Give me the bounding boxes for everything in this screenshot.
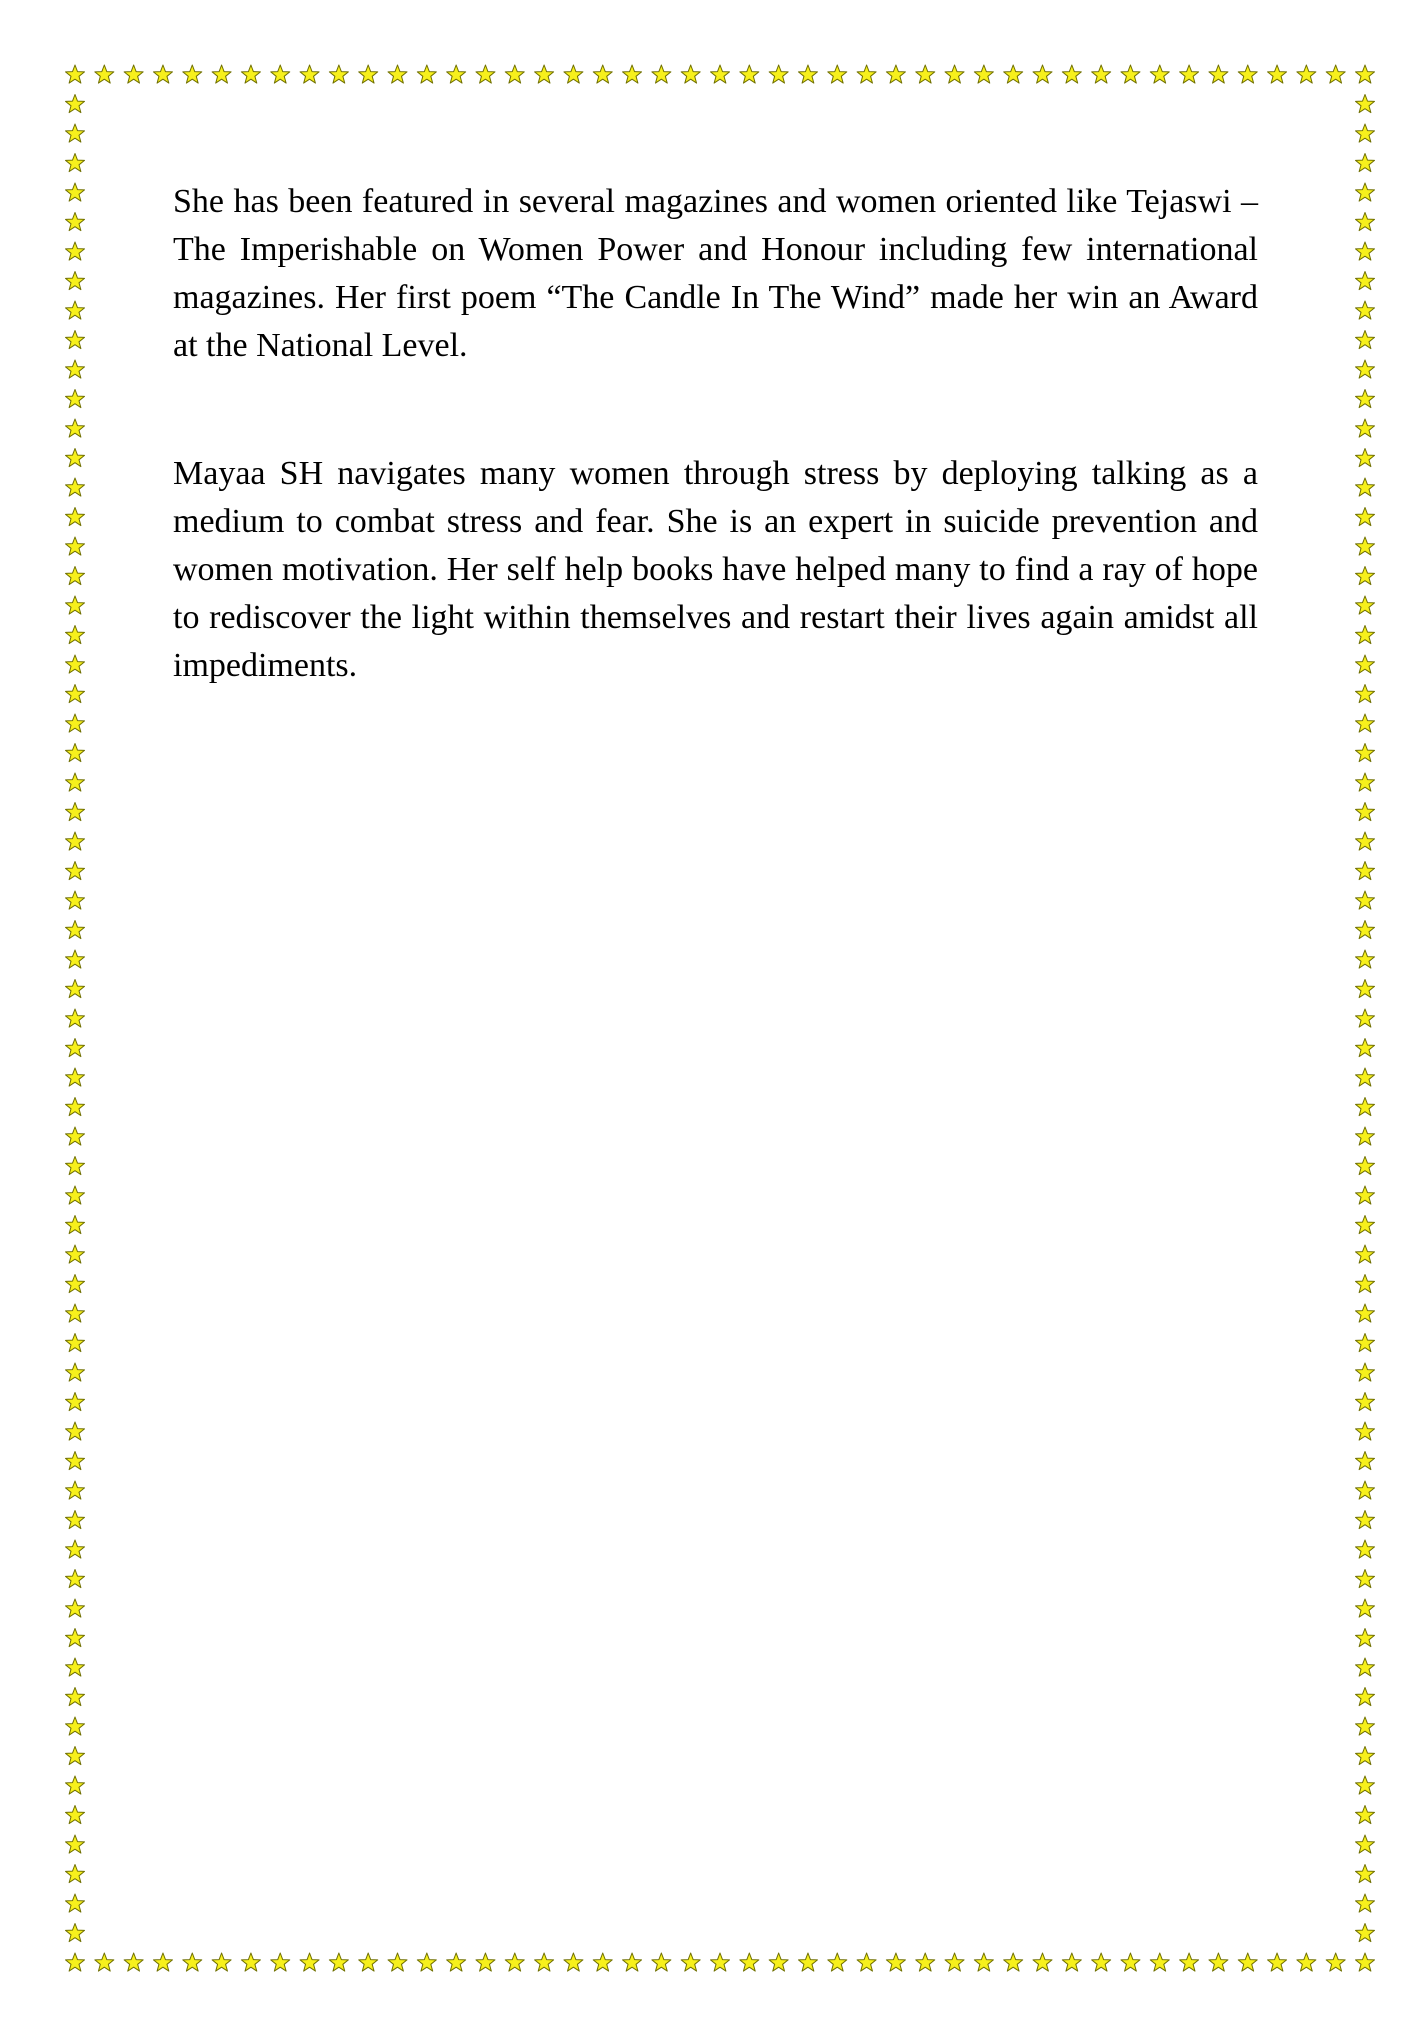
star-icon	[710, 65, 729, 83]
star-icon	[65, 1009, 84, 1027]
star-icon	[65, 1304, 84, 1322]
star-icon	[417, 1953, 436, 1971]
star-icon	[300, 1953, 319, 1971]
star-icon	[65, 1688, 84, 1706]
star-icon	[1297, 1953, 1316, 1971]
star-icon	[153, 1953, 172, 1971]
star-icon	[65, 1924, 84, 1942]
star-icon	[1355, 685, 1374, 703]
star-icon	[447, 65, 466, 83]
star-icon	[65, 508, 84, 526]
star-icon	[1355, 567, 1374, 585]
star-icon	[329, 1953, 348, 1971]
star-icon	[1355, 1894, 1374, 1912]
star-icon	[1268, 65, 1287, 83]
star-icon	[1297, 65, 1316, 83]
star-icon	[1355, 1924, 1374, 1942]
star-icon	[65, 1894, 84, 1912]
star-icon	[1355, 95, 1374, 113]
star-icon	[1355, 1186, 1374, 1204]
star-icon	[241, 1953, 260, 1971]
star-icon	[1355, 1039, 1374, 1057]
star-icon	[388, 1953, 407, 1971]
star-icon	[183, 1953, 202, 1971]
star-icon	[95, 65, 114, 83]
star-icon	[1180, 65, 1199, 83]
star-icon	[1004, 65, 1023, 83]
star-icon	[564, 65, 583, 83]
star-icon	[1238, 1953, 1257, 1971]
star-icon	[1355, 1216, 1374, 1234]
star-icon	[65, 1806, 84, 1824]
star-icon	[65, 714, 84, 732]
star-icon	[65, 154, 84, 172]
star-icon	[300, 65, 319, 83]
star-icon	[1355, 596, 1374, 614]
star-icon	[1004, 1953, 1023, 1971]
star-icon	[65, 242, 84, 260]
star-icon	[1326, 65, 1345, 83]
star-icon	[1355, 1334, 1374, 1352]
star-icon	[65, 1776, 84, 1794]
star-icon	[1355, 419, 1374, 437]
star-icon	[1355, 655, 1374, 673]
star-icon	[1355, 1157, 1374, 1175]
star-icon	[1355, 1068, 1374, 1086]
star-icon	[65, 65, 84, 83]
star-icon	[1268, 1953, 1287, 1971]
paragraph-featured: She has been featured in several magazines and women oriented like Tejaswi – The Imperishable on Women Power and Honour including few international magazines. Her first poem “The Candle In The Wind” made her win an Award at the National Level.	[173, 183, 1258, 364]
star-icon	[1355, 773, 1374, 791]
star-icon	[1180, 1953, 1199, 1971]
star-icon	[65, 921, 84, 939]
star-icon	[65, 1629, 84, 1647]
star-icon	[65, 213, 84, 231]
star-icon	[857, 65, 876, 83]
star-icon	[65, 1747, 84, 1765]
star-icon	[623, 65, 642, 83]
star-icon	[1355, 213, 1374, 231]
star-icon	[65, 1068, 84, 1086]
star-icon	[65, 1098, 84, 1116]
star-icon	[1326, 1953, 1345, 1971]
star-icon	[974, 1953, 993, 1971]
star-icon	[1355, 626, 1374, 644]
star-icon	[124, 1953, 143, 1971]
star-icon	[65, 1717, 84, 1735]
star-icon	[886, 1953, 905, 1971]
star-icon	[1355, 1452, 1374, 1470]
star-icon	[476, 65, 495, 83]
star-icon	[1355, 1776, 1374, 1794]
star-icon	[65, 1865, 84, 1883]
star-icon	[329, 65, 348, 83]
star-icon	[1121, 65, 1140, 83]
star-icon	[1121, 1953, 1140, 1971]
paragraph-navigates: Mayaa SH navigates many women through stress by deploying talking as a medium to combat stress and fear. She is an expert in suicide prevention and women motivation. Her self help books have helped many to find a ray of hope to rediscover the light within themselves and restart their lives again amidst all impediments.	[173, 455, 1258, 684]
star-icon	[1033, 1953, 1052, 1971]
star-icon	[65, 1835, 84, 1853]
star-icon	[65, 1540, 84, 1558]
star-icon	[1355, 950, 1374, 968]
star-icon	[1355, 714, 1374, 732]
star-icon	[271, 1953, 290, 1971]
star-icon	[65, 596, 84, 614]
star-icon	[916, 1953, 935, 1971]
star-icon	[65, 1245, 84, 1263]
star-icon	[1355, 1953, 1374, 1971]
star-icon	[1355, 744, 1374, 762]
star-icon	[212, 65, 231, 83]
star-icon	[564, 1953, 583, 1971]
star-icon	[1355, 1393, 1374, 1411]
star-icon	[1355, 1835, 1374, 1853]
star-icon	[65, 390, 84, 408]
star-icon	[740, 65, 759, 83]
star-icon	[65, 980, 84, 998]
star-icon	[945, 1953, 964, 1971]
star-icon	[271, 65, 290, 83]
star-icon	[65, 567, 84, 585]
star-icon	[1355, 272, 1374, 290]
star-icon	[241, 65, 260, 83]
star-icon	[65, 1481, 84, 1499]
star-icon	[65, 331, 84, 349]
star-icon	[1355, 832, 1374, 850]
star-icon	[593, 65, 612, 83]
star-icon	[1092, 1953, 1111, 1971]
star-icon	[65, 1953, 84, 1971]
star-icon	[1355, 1747, 1374, 1765]
star-icon	[1355, 803, 1374, 821]
star-icon	[828, 1953, 847, 1971]
star-icon	[65, 832, 84, 850]
star-icon	[65, 950, 84, 968]
star-icon	[1355, 1658, 1374, 1676]
star-icon	[623, 1953, 642, 1971]
star-icon	[593, 1953, 612, 1971]
star-icon	[1355, 980, 1374, 998]
star-icon	[1355, 1688, 1374, 1706]
star-icon	[769, 65, 788, 83]
star-icon	[1209, 65, 1228, 83]
star-icon	[1355, 891, 1374, 909]
star-icon	[65, 537, 84, 555]
star-icon	[652, 65, 671, 83]
star-icon	[1355, 1570, 1374, 1588]
star-icon	[652, 1953, 671, 1971]
star-icon	[1355, 1304, 1374, 1322]
star-icon	[1238, 65, 1257, 83]
star-icon	[65, 301, 84, 319]
star-icon	[65, 1511, 84, 1529]
star-icon	[65, 773, 84, 791]
star-icon	[65, 1186, 84, 1204]
star-icon	[1033, 65, 1052, 83]
star-icon	[681, 65, 700, 83]
star-icon	[1355, 1422, 1374, 1440]
star-icon	[65, 1216, 84, 1234]
star-icon	[740, 1953, 759, 1971]
star-icon	[681, 1953, 700, 1971]
star-icon	[65, 1452, 84, 1470]
star-icon	[535, 65, 554, 83]
star-icon	[945, 65, 964, 83]
star-icon	[65, 1275, 84, 1293]
star-icon	[65, 1422, 84, 1440]
star-icon	[359, 1953, 378, 1971]
star-icon	[1355, 1806, 1374, 1824]
star-icon	[65, 862, 84, 880]
star-icon	[65, 478, 84, 496]
star-icon	[65, 1127, 84, 1145]
star-icon	[65, 1363, 84, 1381]
star-icon	[1355, 360, 1374, 378]
star-icon	[1355, 124, 1374, 142]
star-icon	[65, 449, 84, 467]
star-icon	[505, 1953, 524, 1971]
star-icon	[65, 1599, 84, 1617]
star-icon	[1355, 331, 1374, 349]
star-icon	[1355, 1599, 1374, 1617]
star-icon	[65, 124, 84, 142]
star-icon	[95, 1953, 114, 1971]
star-icon	[476, 1953, 495, 1971]
star-icon	[417, 65, 436, 83]
star-icon	[1355, 65, 1374, 83]
star-icon	[65, 1334, 84, 1352]
star-icon	[65, 272, 84, 290]
star-icon	[65, 1570, 84, 1588]
star-icon	[1355, 1275, 1374, 1293]
star-icon	[65, 891, 84, 909]
star-icon	[1355, 1629, 1374, 1647]
star-icon	[65, 655, 84, 673]
star-icon	[1355, 1245, 1374, 1263]
star-icon	[65, 183, 84, 201]
star-icon	[359, 65, 378, 83]
star-icon	[710, 1953, 729, 1971]
star-icon	[1355, 1717, 1374, 1735]
star-icon	[1150, 65, 1169, 83]
star-icon	[769, 1953, 788, 1971]
star-icon	[1355, 242, 1374, 260]
star-icon	[1355, 1363, 1374, 1381]
star-icon	[1355, 862, 1374, 880]
star-icon	[447, 1953, 466, 1971]
star-icon	[65, 1039, 84, 1057]
document-body	[173, 178, 1258, 690]
star-icon	[65, 1393, 84, 1411]
star-icon	[1355, 1511, 1374, 1529]
star-icon	[65, 95, 84, 113]
star-icon	[1355, 183, 1374, 201]
star-icon	[1209, 1953, 1228, 1971]
star-icon	[1355, 1540, 1374, 1558]
star-icon	[1355, 301, 1374, 319]
star-icon	[1355, 921, 1374, 939]
star-icon	[153, 65, 172, 83]
star-icon	[65, 744, 84, 762]
star-icon	[505, 65, 524, 83]
star-icon	[1355, 478, 1374, 496]
star-icon	[1355, 1009, 1374, 1027]
star-icon	[1355, 1127, 1374, 1145]
star-icon	[1355, 508, 1374, 526]
star-icon	[388, 65, 407, 83]
star-icon	[798, 65, 817, 83]
star-icon	[183, 65, 202, 83]
star-icon	[1355, 449, 1374, 467]
star-icon	[1062, 1953, 1081, 1971]
star-icon	[535, 1953, 554, 1971]
star-icon	[65, 419, 84, 437]
star-icon	[886, 65, 905, 83]
star-icon	[65, 360, 84, 378]
star-icon	[828, 65, 847, 83]
star-icon	[1092, 65, 1111, 83]
star-icon	[1150, 1953, 1169, 1971]
star-icon	[798, 1953, 817, 1971]
star-icon	[1355, 154, 1374, 172]
star-icon	[1355, 390, 1374, 408]
star-icon	[212, 1953, 231, 1971]
star-icon	[65, 1658, 84, 1676]
star-icon	[65, 685, 84, 703]
star-icon	[1355, 1865, 1374, 1883]
star-icon	[1062, 65, 1081, 83]
star-icon	[974, 65, 993, 83]
star-icon	[916, 65, 935, 83]
star-icon	[1355, 537, 1374, 555]
star-icon	[124, 65, 143, 83]
star-icon	[1355, 1098, 1374, 1116]
star-icon	[1355, 1481, 1374, 1499]
star-icon	[65, 1157, 84, 1175]
star-icon	[857, 1953, 876, 1971]
star-icon	[65, 803, 84, 821]
star-icon	[65, 626, 84, 644]
